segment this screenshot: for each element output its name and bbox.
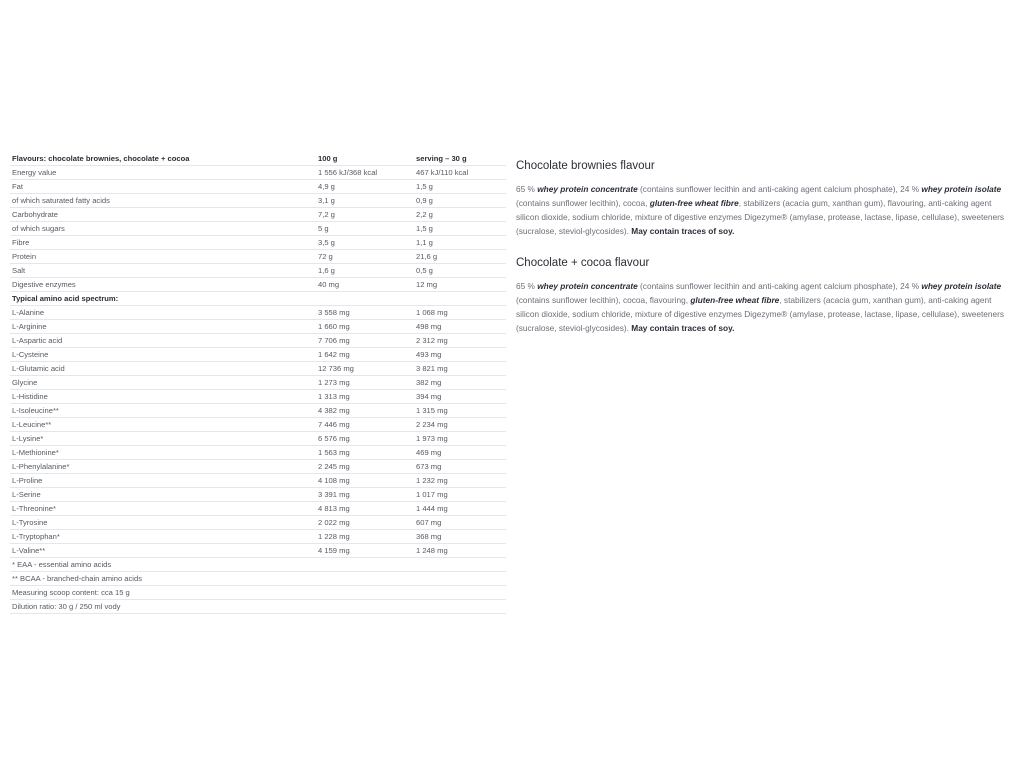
table-row [10, 404, 506, 418]
cell-per-100g: 4 813 mg [316, 502, 414, 516]
cell-per-100g [316, 600, 414, 614]
cell-per-100g: 7 446 mg [316, 418, 414, 432]
cell-per-serving: 1 017 mg [414, 488, 506, 502]
cell-label: L-Phenylalanine* [10, 460, 316, 474]
cell-label: Salt [10, 264, 316, 278]
cell-per-100g: 40 mg [316, 278, 414, 292]
cell-per-100g: 4,9 g [316, 180, 414, 194]
table-row [10, 502, 506, 516]
cell-label: L-Arginine [10, 320, 316, 334]
cell-label: L-Tyrosine [10, 516, 316, 530]
description-fragment: (contains sunflower lecithin and anti-caking agent calcium phosphate), 24 % [637, 184, 922, 194]
ingredient-highlight: whey protein concentrate [537, 281, 638, 291]
cell-per-100g: 1 273 mg [316, 376, 414, 390]
cell-label: L-Methionine* [10, 446, 316, 460]
cell-per-serving: 2 312 mg [414, 334, 506, 348]
description-fragment: (contains sunflower lecithin), cocoa, [516, 198, 650, 208]
cell-label: Fibre [10, 236, 316, 250]
cell-label: ** BCAA - branched-chain amino acids [10, 572, 316, 586]
cell-per-serving: 2,2 g [414, 208, 506, 222]
cell-per-serving: 368 mg [414, 530, 506, 544]
table-row [10, 236, 506, 250]
cell-per-100g: 4 108 mg [316, 474, 414, 488]
ingredient-highlight: whey protein isolate [921, 281, 1002, 291]
cell-per-100g: 1,6 g [316, 264, 414, 278]
cell-per-serving [414, 600, 506, 614]
description-title: Chocolate + cocoa flavour [516, 257, 650, 269]
cell-label: L-Leucine** [10, 418, 316, 432]
cell-per-serving: 1 068 mg [414, 306, 506, 320]
cell-per-100g [316, 586, 414, 600]
table-row [10, 334, 506, 348]
cell-per-100g: 1 563 mg [316, 446, 414, 460]
table-row [10, 558, 506, 572]
description-fragment: (contains sunflower lecithin), cocoa, flavouring, [516, 295, 691, 305]
description-text [516, 279, 1012, 335]
cell-per-serving: 673 mg [414, 460, 506, 474]
description-chocolate-cocoa [516, 257, 1012, 335]
cell-per-100g: 12 736 mg [316, 362, 414, 376]
table-row [10, 348, 506, 362]
allergen-note: May contain traces of soy. [631, 226, 735, 236]
cell-per-100g: 1 313 mg [316, 390, 414, 404]
cell-label: Glycine [10, 376, 316, 390]
table-row [10, 474, 506, 488]
table-row [10, 292, 506, 306]
cell-per-100g: 3,1 g [316, 194, 414, 208]
cell-label: Carbohydrate [10, 208, 316, 222]
ingredient-highlight: gluten-free wheat fibre [649, 198, 739, 208]
ingredient-highlight: whey protein concentrate [537, 184, 638, 194]
cell-per-serving: 1 232 mg [414, 474, 506, 488]
cell-per-serving: 12 mg [414, 278, 506, 292]
cell-per-100g: 3 558 mg [316, 306, 414, 320]
cell-per-100g: 2 245 mg [316, 460, 414, 474]
ingredient-highlight: gluten-free wheat fibre [690, 295, 780, 305]
cell-per-serving: 1 248 mg [414, 544, 506, 558]
cell-label: L-Valine** [10, 544, 316, 558]
table-row [10, 180, 506, 194]
cell-label: L-Isoleucine** [10, 404, 316, 418]
nutrition-table [10, 151, 506, 614]
cell-label: L-Threonine* [10, 502, 316, 516]
cell-per-100g: 1 556 kJ/368 kcal [316, 166, 414, 180]
cell-per-serving: 1,5 g [414, 180, 506, 194]
cell-per-serving: 1 315 mg [414, 404, 506, 418]
description-fragment: 65 % [516, 184, 538, 194]
cell-per-100g [316, 558, 414, 572]
cell-per-100g [316, 292, 414, 306]
cell-per-serving: 493 mg [414, 348, 506, 362]
table-row [10, 600, 506, 614]
table-row [10, 418, 506, 432]
cell-per-serving [414, 586, 506, 600]
cell-label: L-Cysteine [10, 348, 316, 362]
cell-per-serving: 467 kJ/110 kcal [414, 166, 506, 180]
cell-per-100g: 7,2 g [316, 208, 414, 222]
cell-per-100g: 1 660 mg [316, 320, 414, 334]
table-header-row [10, 151, 506, 166]
cell-per-serving: 469 mg [414, 446, 506, 460]
cell-label: of which sugars [10, 222, 316, 236]
cell-label: Dilution ratio: 30 g / 250 ml vody [10, 600, 316, 614]
cell-label: of which saturated fatty acids [10, 194, 316, 208]
cell-label: L-Tryptophan* [10, 530, 316, 544]
cell-label: L-Aspartic acid [10, 334, 316, 348]
cell-per-serving: 607 mg [414, 516, 506, 530]
cell-per-100g: 4 159 mg [316, 544, 414, 558]
cell-per-100g: 3 391 mg [316, 488, 414, 502]
table-body [10, 166, 506, 614]
cell-per-serving: 394 mg [414, 390, 506, 404]
table-row [10, 460, 506, 474]
cell-per-serving: 2 234 mg [414, 418, 506, 432]
cell-per-100g: 72 g [316, 250, 414, 264]
cell-per-serving [414, 572, 506, 586]
description-text [516, 182, 1012, 238]
cell-per-serving: 1 444 mg [414, 502, 506, 516]
cell-label: Measuring scoop content: cca 15 g [10, 586, 316, 600]
cell-per-100g: 2 022 mg [316, 516, 414, 530]
table-row [10, 278, 506, 292]
allergen-note: May contain traces of soy. [631, 323, 735, 333]
cell-per-serving: 382 mg [414, 376, 506, 390]
table-row [10, 208, 506, 222]
header-per-100g: 100 g [316, 151, 414, 166]
cell-label: * EAA - essential amino acids [10, 558, 316, 572]
cell-label: Protein [10, 250, 316, 264]
cell-per-100g [316, 572, 414, 586]
cell-per-100g: 5 g [316, 222, 414, 236]
description-fragment: , stabilizers (acacia gum, xanthan gum), anti-caking agent silicon dioxide, sodium chloride, mixture of digestive enzymes Digezyme® (amylase, protease, lactase, lipase, cellulase), sweeteners (sucralose, steviol-glycosides). [516, 295, 1005, 333]
cell-per-serving: 0,9 g [414, 194, 506, 208]
table-row [10, 264, 506, 278]
header-per-serving: serving – 30 g [414, 151, 506, 166]
cell-per-serving: 1,1 g [414, 236, 506, 250]
table-row [10, 306, 506, 320]
cell-per-serving: 1 973 mg [414, 432, 506, 446]
table-row [10, 488, 506, 502]
cell-per-100g: 4 382 mg [316, 404, 414, 418]
table-row [10, 516, 506, 530]
table-row [10, 572, 506, 586]
table-row [10, 544, 506, 558]
cell-per-serving: 1,5 g [414, 222, 506, 236]
table-row [10, 320, 506, 334]
cell-label: L-Lysine* [10, 432, 316, 446]
description-chocolate-brownies [516, 160, 1012, 238]
description-fragment: , stabilizers (acacia gum, xanthan gum), flavouring, anti-caking agent silicon dioxide, sodium chloride, mixture of digestive enzymes Digezyme® (amylase, protease, lactase, lipase, cellulase), sweeteners (sucralose, steviol-glycosides). [516, 198, 1005, 236]
table-row [10, 194, 506, 208]
table-row [10, 530, 506, 544]
table-row [10, 446, 506, 460]
table-row [10, 586, 506, 600]
cell-label: L-Glutamic acid [10, 362, 316, 376]
cell-per-100g: 3,5 g [316, 236, 414, 250]
description-fragment: 65 % [516, 281, 538, 291]
cell-per-100g: 6 576 mg [316, 432, 414, 446]
cell-label: L-Serine [10, 488, 316, 502]
table-row [10, 432, 506, 446]
cell-label: Digestive enzymes [10, 278, 316, 292]
table-row [10, 222, 506, 236]
cell-per-serving: 3 821 mg [414, 362, 506, 376]
cell-label: Energy value [10, 166, 316, 180]
table-row [10, 390, 506, 404]
table-row [10, 166, 506, 180]
ingredient-highlight: whey protein isolate [921, 184, 1002, 194]
cell-per-100g: 1 642 mg [316, 348, 414, 362]
cell-label: L-Alanine [10, 306, 316, 320]
cell-per-100g: 1 228 mg [316, 530, 414, 544]
cell-per-serving: 0,5 g [414, 264, 506, 278]
cell-per-serving: 21,6 g [414, 250, 506, 264]
cell-per-serving [414, 292, 506, 306]
table-row [10, 362, 506, 376]
cell-label: Typical amino acid spectrum: [10, 292, 316, 306]
cell-per-100g: 7 706 mg [316, 334, 414, 348]
table-row [10, 376, 506, 390]
cell-label: L-Histidine [10, 390, 316, 404]
cell-per-serving: 498 mg [414, 320, 506, 334]
description-fragment: (contains sunflower lecithin and anti-caking agent calcium phosphate), 24 % [637, 281, 922, 291]
table-row [10, 250, 506, 264]
cell-per-serving [414, 558, 506, 572]
cell-label: Fat [10, 180, 316, 194]
description-title: Chocolate brownies flavour [516, 160, 655, 172]
cell-label: L-Proline [10, 474, 316, 488]
header-flavours: Flavours: chocolate brownies, chocolate + cocoa [10, 151, 316, 166]
